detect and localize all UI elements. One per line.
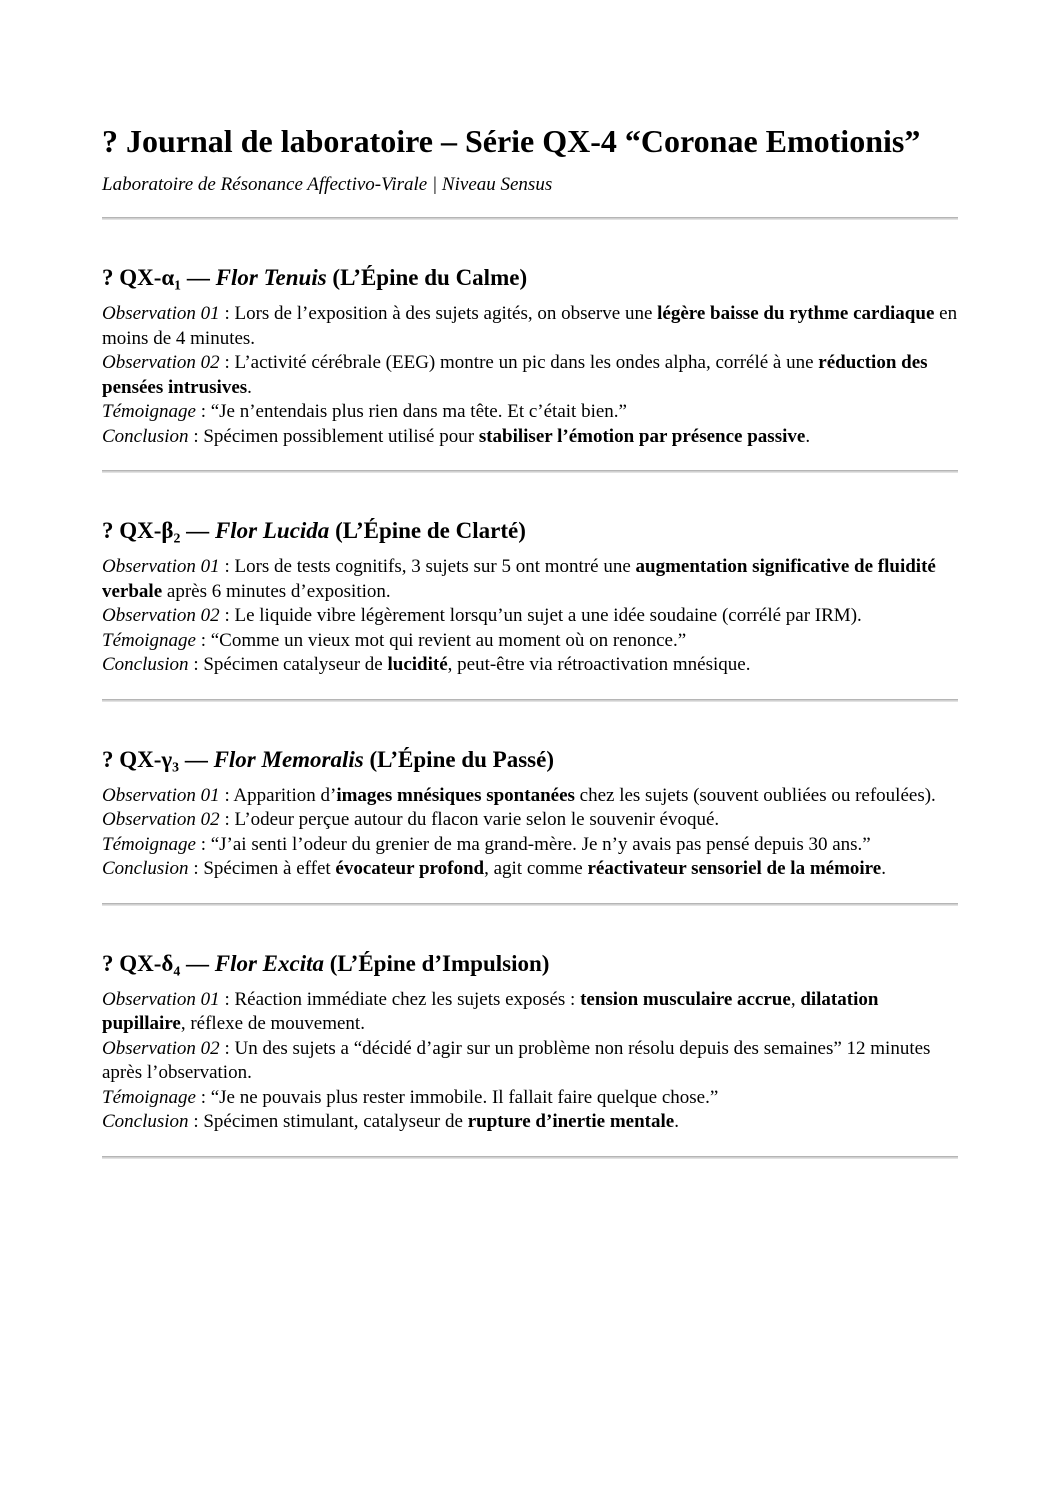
entry-text: Lors de tests cognitifs, 3 sujets sur 5 ont montré une [234,556,636,577]
entry-separator: : [219,605,235,626]
entry-emphasis: images mnésiques spontanées [336,784,575,806]
entry-text: . [674,1111,679,1132]
page-subtitle: Laboratoire de Résonance Affectivo-Virale | Niveau Sensus [102,174,553,195]
entry-line [102,1037,958,1086]
entry-emphasis: réactivateur sensoriel de la mémoire [587,858,882,879]
entry-line [102,808,958,833]
section-heading [102,516,958,546]
entry-text: “J’ai senti l’odeur du grenier de ma grand-mère. Je n’y avais pas pensé depuis 30 ans.” [210,833,871,855]
entry-separator: : [195,401,211,422]
entry-text: Spécimen catalyseur de [203,654,388,675]
entry-text: “Je ne pouvais plus rester immobile. Il fallait faire quelque chose.” [210,1086,719,1108]
section-name: Flor Lucida [214,518,330,543]
entry-line [102,833,958,858]
section-alias: (L’Épine d’Impulsion) [324,950,550,976]
entry-separator: : [219,988,235,1010]
entry-text: Un des sujets a “décidé d’agir sur un problème non résolu depuis des semaines” 12 minutes après l’observation. [102,1037,931,1083]
entry-text: “Je n’entendais plus rien dans ma tête. Et c’était bien.” [210,401,627,422]
entry-label: Observation 01 [102,784,220,806]
entry-emphasis: réduction des pensées intrusives [102,352,928,398]
specimen-section [102,516,958,678]
entry-emphasis: tension musculaire accrue [580,988,791,1010]
entry-text: . [881,858,886,879]
entry-emphasis: rupture d’inertie mentale [467,1111,675,1132]
entry-emphasis: évocateur profond [335,858,485,879]
entry-line [102,351,958,400]
entry-text: L’odeur perçue autour du flacon varie selon le souvenir évoqué. [234,809,720,830]
divider [102,1156,958,1159]
entry-line [102,302,958,351]
entry-label: Témoignage [102,1086,196,1108]
entry-line [102,988,958,1037]
divider [102,903,958,906]
section-name: Flor Memoralis [213,746,364,772]
entry-text: “Comme un vieux mot qui revient au moment où on renonce.” [210,629,687,651]
entry-text: Spécimen à effet [203,858,336,879]
entry-separator: : [219,352,235,373]
section-heading [102,949,958,979]
section-name: Flor Tenuis [215,265,327,290]
entry-line [102,555,958,604]
entry-text: Lors de l’exposition à des sujets agités, on observe une [234,303,658,324]
entry-label: Conclusion [102,858,189,879]
entry-line [102,425,958,450]
entry-label: Observation 02 [102,352,220,373]
entry-label: Conclusion [102,654,189,675]
entry-line [102,857,958,882]
entry-line [102,629,958,654]
entry-label: Conclusion [102,425,189,447]
section-alias: (L’Épine du Calme) [326,265,528,290]
entry-emphasis: légère baisse du rythme cardiaque [657,303,935,324]
entry-text: Apparition d’ [233,784,337,806]
entry-label: Témoignage [102,833,196,855]
entry-text: , réflexe de mouvement. [180,1013,365,1034]
section-code: ? QX-γ₃ — [102,746,214,772]
entry-label: Observation 02 [102,1037,220,1059]
section-code: ? QX-α₁ — [102,265,216,290]
entry-text: après 6 minutes d’exposition. [162,580,391,602]
section-code: ? QX-δ₄ — [102,950,215,976]
section-alias: (L’Épine de Clarté) [329,518,526,543]
entry-separator: : [195,629,211,651]
entry-separator: : [188,654,204,675]
entry-text: . [805,425,811,447]
entry-text: Le liquide vibre légèrement lorsqu’un sujet a une idée soudaine (corrélé par IRM). [234,605,862,626]
entry-label: Conclusion [102,1111,189,1132]
entry-text: , peut-être via rétroactivation mnésique. [447,654,751,675]
entry-separator: : [188,858,204,879]
divider [102,699,958,702]
entry-text: , agit comme [484,858,588,879]
entry-line [102,653,958,678]
entry-text: . [247,376,252,398]
section-name: Flor Excita [214,950,325,976]
entry-text: Spécimen possiblement utilisé pour [203,425,479,447]
entry-separator: : [188,1111,204,1132]
entry-label: Témoignage [102,401,196,422]
section-heading [102,263,958,293]
entry-separator: : [219,1037,235,1059]
divider [102,470,958,473]
entry-text: Réaction immédiate chez les sujets exposés : [234,988,581,1010]
entry-text: L’activité cérébrale (EEG) montre un pic dans les ondes alpha, corrélé à une [234,352,819,373]
entry-separator: : [195,1086,211,1108]
divider [102,217,958,220]
entry-separator: : [219,556,235,577]
section-code: ? QX-β₂ — [102,518,215,543]
entry-emphasis: lucidité [387,654,448,675]
entry-line [102,784,958,809]
entry-emphasis: stabiliser l’émotion par présence passive [478,425,806,447]
entry-line [102,1086,958,1111]
entry-line [102,400,958,425]
entry-line [102,1110,958,1135]
entry-label: Témoignage [102,629,196,651]
section-alias: (L’Épine du Passé) [363,746,554,772]
entry-emphasis: dilatation pupillaire [102,988,879,1034]
entry-label: Observation 02 [102,605,220,626]
entry-separator: : [219,303,235,324]
specimen-section [102,745,958,882]
entry-label: Observation 01 [102,556,220,577]
entry-text: , [790,988,801,1010]
entry-emphasis: augmentation significative de fluidité verbale [102,556,936,602]
entry-line [102,604,958,629]
entry-label: Observation 02 [102,809,220,830]
entry-text: chez les sujets (souvent oubliées ou refoulées). [574,784,936,806]
page-title: ? Journal de laboratoire – Série QX-4 “Coronae Emotionis” [102,123,921,159]
entry-label: Observation 01 [102,988,220,1010]
document-page [102,122,958,1159]
entry-separator: : [188,425,204,447]
sections-container [102,263,958,1159]
entry-text: en moins de 4 minutes. [102,303,958,349]
specimen-section [102,263,958,449]
entry-separator: : [219,784,234,806]
section-heading [102,745,958,775]
entry-separator: : [195,833,211,855]
specimen-section [102,949,958,1135]
entry-separator: : [219,809,235,830]
entry-text: Spécimen stimulant, catalyseur de [203,1111,468,1132]
entry-label: Observation 01 [102,303,220,324]
